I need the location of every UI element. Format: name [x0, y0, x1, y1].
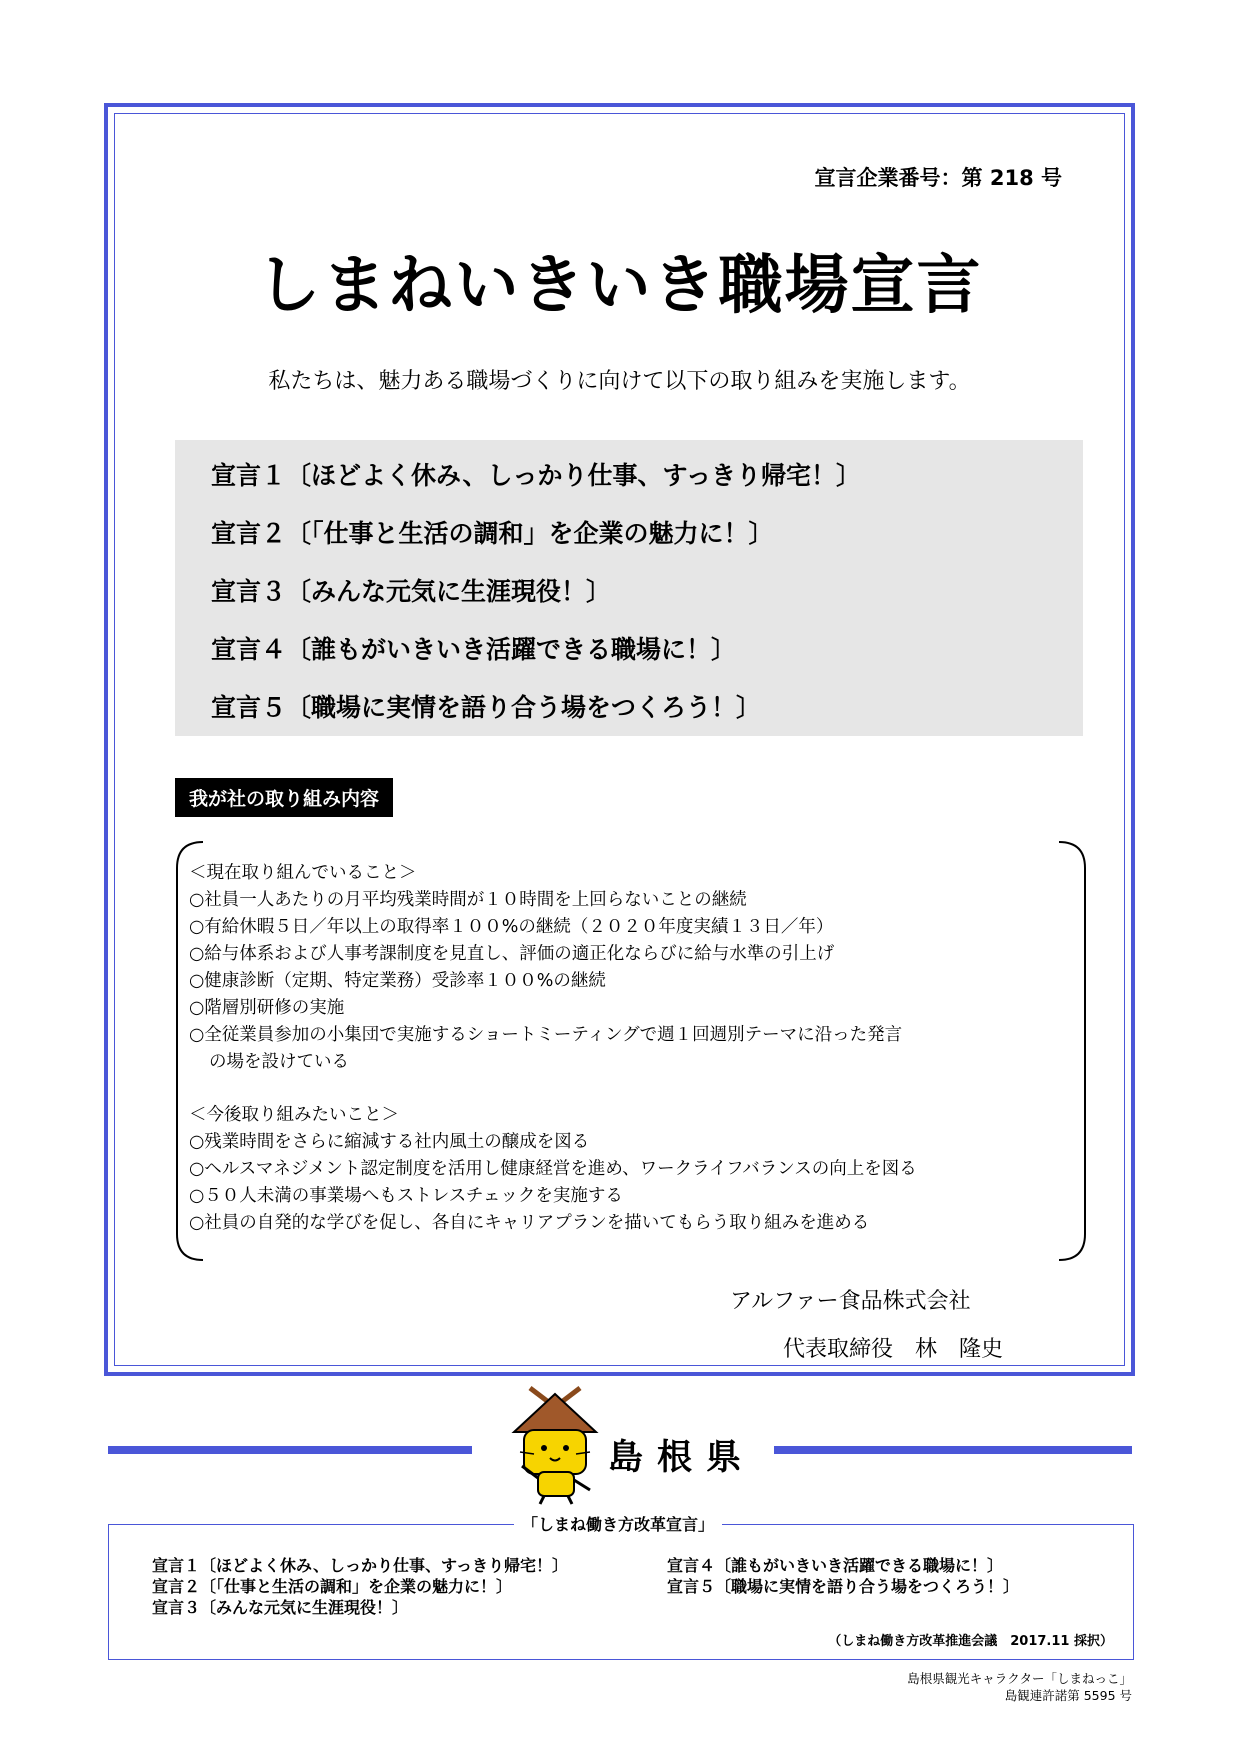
future-item: ○社員の自発的な学びを促し、各自にキャリアプランを描いてもらう取り組みを進める [189, 1213, 870, 1233]
initiatives-box [175, 840, 1087, 1262]
work-style-item: 宣言３〔みんな元気に生涯現役！〕 [152, 1598, 409, 1617]
declarations-box [175, 440, 1083, 736]
shimanekko-mascot-icon [510, 1386, 600, 1506]
divider-bar-left [108, 1446, 472, 1454]
declaration-item-3: 宣言３〔みんな元気に生涯現役！〕 [211, 577, 612, 606]
current-item-continuation: の場を設けている [209, 1052, 349, 1072]
current-item: ○健康診断（定期、特定業務）受診率１００%の継続 [189, 971, 606, 991]
declaration-item-4: 宣言４〔誰もがいきいき活躍できる職場に！〕 [211, 635, 737, 664]
license-number: 島観連許諾第 5595 号 [1004, 1688, 1132, 1703]
future-item: ○残業時間をさらに縮減する社内風土の醸成を図る [189, 1132, 590, 1152]
future-heading: ＜今後取り組みたいこと＞ [189, 1105, 399, 1125]
prefecture-name: 島根県 [608, 1438, 756, 1478]
declaration-item-5: 宣言５〔職場に実情を語り合う場をつくろう！〕 [211, 693, 762, 722]
footer-credits [907, 1670, 1132, 1704]
intro-text: 私たちは、魅力ある職場づくりに向けて以下の取り組みを実施します。 [268, 369, 971, 394]
section-label: 我が社の取り組み内容 [175, 778, 393, 817]
work-style-title: 「しまね働き方改革宣言」 [514, 1512, 722, 1535]
declaration-frame [104, 103, 1135, 1376]
work-style-left-column [152, 1555, 568, 1618]
adoption-note: （しまね働き方改革推進会議 2017.11 採択） [828, 1634, 1113, 1649]
current-item: ○有給休暇５日／年以上の取得率１００%の継続（２０２０年度実績１３日／年） [189, 917, 834, 937]
divider-bar-right [774, 1446, 1132, 1454]
declaration-number: 宣言企業番号：第 218 号 [814, 166, 1062, 190]
current-item: ○階層別研修の実施 [189, 998, 345, 1018]
work-style-item: 宣言１〔ほどよく休み、しっかり仕事、すっきり帰宅！〕 [152, 1556, 569, 1575]
work-style-item: 宣言４〔誰もがいきいき活躍できる職場に！〕 [667, 1556, 1004, 1575]
initiatives-content [189, 860, 1069, 1237]
work-style-item: 宣言５〔職場に実情を語り合う場をつくろう！〕 [667, 1577, 1020, 1596]
future-item: ○５０人未満の事業場へもストレスチェックを実施する [189, 1186, 623, 1206]
work-style-right-column [667, 1555, 1019, 1597]
mascot-credit: 島根県観光キャラクター「しまねっこ」 [907, 1671, 1132, 1686]
declaration-item-1: 宣言１〔ほどよく休み、しっかり仕事、すっきり帰宅！〕 [211, 461, 862, 490]
current-item: ○給与体系および人事考課制度を見直し、評価の適正化ならびに給与水準の引上げ [189, 944, 835, 964]
future-item: ○ヘルスマネジメント認定制度を活用し健康経営を進め、ワークライフバランスの向上を図る [189, 1159, 917, 1179]
current-item: ○社員一人あたりの月平均残業時間が１０時間を上回らないことの継続 [189, 890, 747, 910]
current-item: ○全従業員参加の小集団で実施するショートミーティングで週１回週別テーマに沿った発言 [189, 1025, 903, 1045]
page-title: しまねいきいき職場宣言 [256, 249, 983, 323]
company-name: アルファー食品株式会社 [730, 1289, 971, 1314]
work-style-item: 宣言２〔「仕事と生活の調和」を企業の魅力に！〕 [152, 1577, 513, 1596]
declaration-item-2: 宣言２〔「仕事と生活の調和」を企業の魅力に！〕 [211, 519, 774, 548]
spacer [189, 1076, 1069, 1102]
current-heading: ＜現在取り組んでいること＞ [189, 863, 417, 883]
frame-inner-border [114, 113, 1125, 1366]
work-style-declaration-box [108, 1515, 1134, 1660]
representative-name: 代表取締役 林 隆史 [783, 1337, 1004, 1362]
